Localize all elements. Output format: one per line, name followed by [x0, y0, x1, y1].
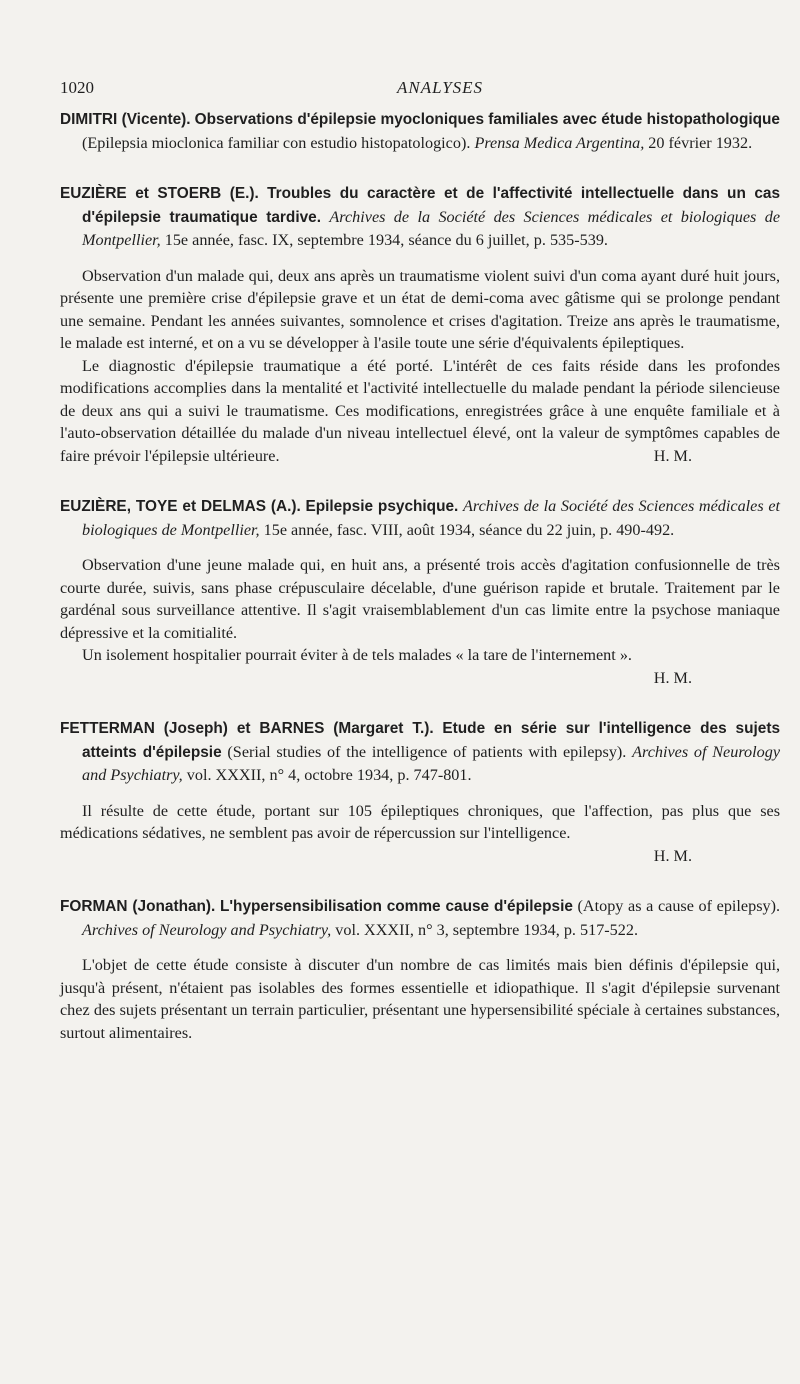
entry-title: Observations d'épilepsie myocloniques familiales avec étude histopathologique [194, 111, 780, 128]
signature: H. M. [653, 846, 692, 865]
abstract-paragraph: L'objet de cette étude consiste à discuter d'un nombre de cas limités mais bien définis d'épilepsie qui, jusqu'à présent, n'étaient pas isolables des formes essentielle et idiopathique. Il s'agit d'épilepsie survenant chez des sujets présentant un terrain particulier, présentant une hypersensibilité spéciale à certaines substances, surtout alimentaires. [60, 956, 780, 1042]
entry-journal: Archives of Neurology and Psychiatry, [82, 920, 332, 939]
running-head: ANALYSES [396, 78, 484, 97]
abstract-paragraph [60, 355, 780, 468]
entry-details: 20 février 1932. [648, 133, 753, 152]
entry-original-title: (Serial studies of the intelligence of patients with epilepsy). [227, 742, 627, 761]
abstract-entry [60, 717, 780, 867]
citation [60, 717, 780, 787]
entry-details: 15e année, fasc. VIII, août 1934, séance du 22 juin, p. 490-492. [263, 520, 675, 539]
abstract-body [60, 800, 780, 868]
entry-details: vol. XXXII, n° 4, octobre 1934, p. 747-801. [186, 766, 472, 784]
entry-authors: DIMITRI (Vicente). [60, 111, 191, 128]
entry-authors: EUZIÈRE et STOERB (E.). [60, 185, 259, 202]
entry-journal: Prensa Medica Argentina, [474, 133, 645, 152]
citation [60, 182, 780, 252]
entry-title: Etude en série sur l'intelligence des sujets atteints d'épilepsie [82, 720, 781, 761]
entry-authors: EUZIÈRE, TOYE et DELMAS (A.). [60, 498, 301, 515]
abstract-body [60, 954, 780, 1044]
entry-title: L'hypersensibilisation comme cause d'épilepsie [219, 898, 573, 915]
abstract-entry [60, 495, 780, 689]
signature: H. M. [653, 668, 692, 687]
abstract-paragraph: Il résulte de cette étude, portant sur 105 épileptiques chroniques, que l'affection, pas plus que ses médications sédatives, ne semblent pas avoir de répercussion sur l'intelligence. [60, 801, 780, 842]
page-header [60, 78, 780, 108]
entry-journal: Archives of Neurology and Psychiatry, [82, 742, 780, 784]
abstract-paragraph: Un isolement hospitalier pourrait éviter à de tels malades « la tare de l'internement ». [82, 646, 632, 664]
abstract-body [60, 265, 780, 468]
citation [60, 108, 780, 154]
entry-title: Troubles du caractère et de l'affectivité intellectuelle dans un cas d'épilepsie traumatique tardive. [82, 185, 781, 226]
entry-details: vol. XXXII, n° 3, septembre 1934, p. 517-522. [335, 920, 639, 939]
entry-original-title: (Epilepsia mioclonica familiar con estudio histopatologico). [82, 133, 471, 152]
abstract-entry [60, 108, 780, 154]
citation [60, 495, 780, 541]
entry-journal: Archives de la Société des Sciences médicales et biologiques de Montpellier, [82, 207, 781, 249]
abstract-entry [60, 182, 780, 467]
entry-details: 15e année, fasc. IX, septembre 1934, séance du 6 juillet, p. 535-539. [164, 231, 608, 249]
abstract-entry [60, 895, 780, 1044]
entry-journal: Archives de la Société des Sciences médicales et biologiques de Montpellier, [82, 497, 781, 539]
entry-original-title: (Atopy as a cause of epilepsy). [577, 897, 781, 915]
citation [60, 895, 780, 941]
entry-authors: FORMAN (Jonathan). [60, 898, 216, 915]
abstract-body [60, 554, 780, 689]
abstract-paragraph: Observation d'une jeune malade qui, en huit ans, a présenté trois accès d'agitation confusionnelle de très courte durée, suivis, sans phase crépusculaire décelable, d'une guérison rapide et brutale. Traitement par le gardénal sous surveillance attentive. Il s'agit vraisemblablement d'un cas limite entre la psychose maniaque dépressive et la comitialité. [60, 556, 780, 642]
entry-title: Epilepsie psychique. [305, 498, 459, 515]
abstract-paragraph: Observation d'un malade qui, deux ans après un traumatisme violent suivi d'un coma ayant duré huit jours, présente une première crise d'épilepsie grave et un état de demi-coma avec gâtisme qui se prolonge pendant une semaine. Pendant les années suivantes, somnolence et crises d'agitation. Treize ans après le traumatisme, le malade est interné, et on a vu se développer à l'asile toute une série d'équivalents épileptiques. [60, 266, 780, 352]
entry-authors: FETTERMAN (Joseph) et BARNES (Margaret T.). [60, 720, 434, 737]
page-number: 1020 [60, 78, 94, 97]
abstract-paragraph-text: Le diagnostic d'épilepsie traumatique a été porté. L'intérêt de ces faits réside dans les profondes modifications accomplies dans la mentalité et l'activité intellectuelle du malade pendant la période silencieuse de deux ans qui a suivi le traumatisme. Ces modifications, enregistrées grâce à une enquête familiale et à l'auto-observation détaillée du malade d'un niveau intellectuel élevé, ont la valeur de symptômes capables de faire prévoir l'épilepsie ultérieure. [60, 356, 780, 465]
signature: H. M. [653, 446, 692, 465]
